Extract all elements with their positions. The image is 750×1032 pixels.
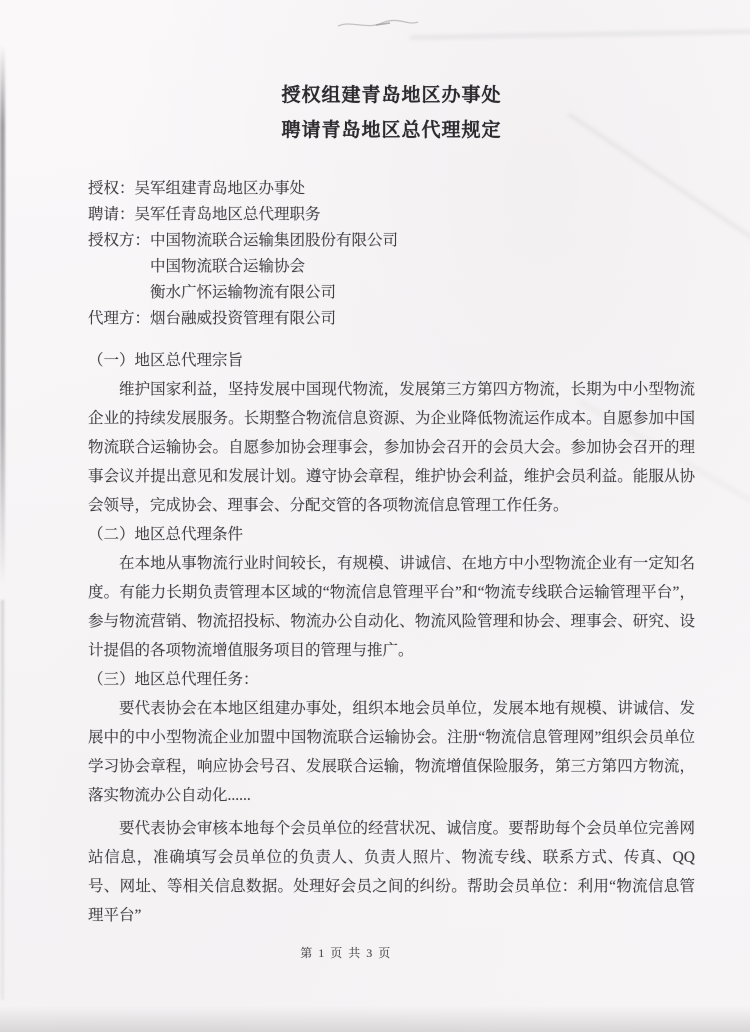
section-3-paragraph-1: 要代表协会在本地区组建办事处，组织本地会员单位，发展本地有规模、讲诚信、发展中的中小型物流企业加盟中国物流联合运输协会。注册“物流信息管理网”组织会员单位学习协会章程，响应协会号召、发展联合运输，物流增值保险服务，第三方第四方物流，落实物流办公自动化...... — [88, 700, 695, 804]
scan-edge-shadow-left-lower — [1, 600, 4, 1000]
meta-value: 烟台融威投资管理有限公司 — [150, 310, 337, 327]
meta-row-authorization — [88, 176, 695, 202]
meta-value: 中国物流联合运输协会 — [150, 258, 306, 275]
section-2-heading: （二）地区总代理条件 — [88, 526, 244, 543]
meta-row-authorizer-2 — [88, 254, 695, 280]
meta-value: 衡水广怀运输物流有限公司 — [150, 284, 337, 301]
scan-edge-shadow-left — [0, 45, 5, 585]
document-content — [88, 78, 695, 930]
doc-title-line1: 授权组建青岛地区办事处 — [281, 85, 502, 106]
section-1-heading: （一）地区总代理宗旨 — [88, 352, 244, 369]
meta-value: 吴军组建青岛地区办事处 — [134, 180, 306, 197]
staple-mark — [332, 14, 424, 36]
meta-label: 授权： — [88, 180, 135, 197]
meta-value: 吴军任青岛地区总代理职务 — [134, 206, 321, 223]
scan-edge-shadow-bottom — [0, 1006, 750, 1032]
body-text — [88, 346, 695, 930]
page-number: 第 1 页 共 3 页 — [300, 946, 392, 960]
doc-title-line2: 聘请青岛地区总代理规定 — [281, 120, 502, 141]
meta-row-authorizer — [88, 228, 695, 254]
meta-label: 聘请： — [88, 206, 135, 223]
meta-row-agent — [88, 306, 695, 332]
doc-title — [88, 78, 695, 148]
meta-row-authorizer-3 — [88, 280, 695, 306]
paper-crease-top — [410, 30, 750, 39]
section-3-heading: （三）地区总代理任务： — [88, 671, 259, 688]
meta-row-appointment — [88, 202, 695, 228]
meta-label: 授权方： — [88, 232, 151, 249]
meta-value: 中国物流联合运输集团股份有限公司 — [150, 232, 399, 249]
meta-label: 代理方： — [88, 310, 151, 327]
section-3-paragraph-2: 要代表协会审核本地每个会员单位的经营状况、诚信度。要帮助每个会员单位完善网站信息，准确填写会员单位的负责人、负责人照片、物流专线、联系方式、传真、QQ 号、网址、等相关信息数据。处理好会员之间的纠纷。帮助会员单位：利用“物流信息管理平台” — [88, 820, 695, 924]
section-2-paragraph-1: 在本地从事物流行业时间较长，有规模、讲诚信、在地方中小型物流企业有一定知名度。有能力长期负责管理本区域的“物流信息管理平台”和“物流专线联合运输管理平台”，参与物流营销、物流招投标、物流办公自动化、物流风险管理和协会、理事会、研究、设计提倡的各项物流增值服务项目的管理与推广。 — [88, 555, 695, 659]
meta-block — [88, 176, 695, 332]
section-1-paragraph-1: 维护国家利益，坚持发展中国现代物流，发展第三方第四方物流，长期为中小型物流企业的持续发展服务。长期整合物流信息资源、为企业降低物流运作成本。自愿参加中国物流联合运输协会。自愿参加协会理事会，参加协会召开的会员大会。参加协会召开的理事会议并提出意见和发展计划。遵守协会章程，维护协会利益，维护会员利益。能服从协会领导，完成协会、理事会、分配交管的各项物流信息管理工作任务。 — [88, 381, 695, 514]
